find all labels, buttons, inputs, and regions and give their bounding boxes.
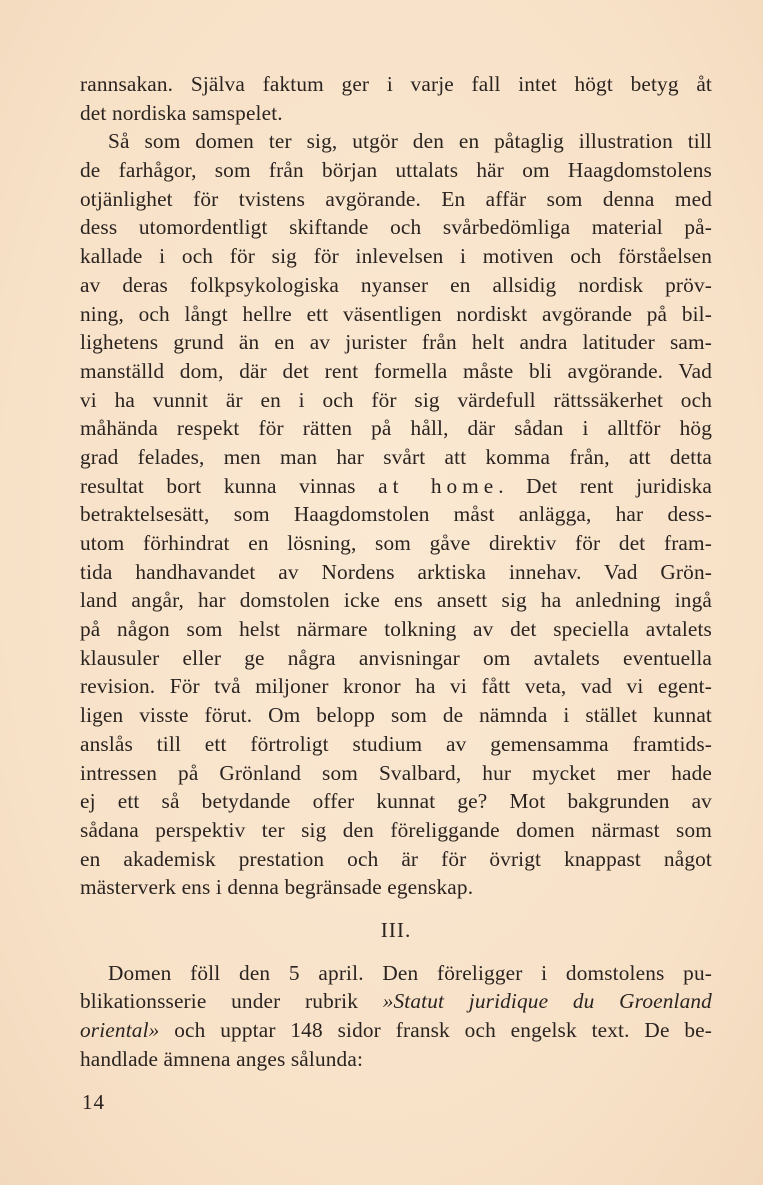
text-line: det nordiska samspelet. — [80, 100, 283, 125]
publication-title: »Statut juridique du Groenland — [382, 989, 712, 1014]
text-line: klausuler eller ge några anvisningar om avtalets eventuella — [80, 645, 712, 670]
text-line: utom förhindrat en lösning, som gåve direktiv för det fram- — [80, 531, 712, 555]
text-line: land angår, har domstolen icke ens ansett sig ha anledning ingå — [80, 588, 712, 613]
text-line: av deras folkpsykologiska nyanser en allsidig nordisk pröv- — [80, 272, 712, 297]
publication-title: oriental» — [80, 1018, 160, 1042]
text-line: handlade ämnena anges sålunda: — [80, 1046, 364, 1071]
text-line: ej ett så betydande offer kunnat ge? Mot bakgrunden av — [80, 789, 712, 814]
text-line: de farhågor, som från början uttalats här om Haagdomstolens — [80, 158, 712, 183]
text-line: mästerverk ens i denna begränsade egenskap. — [80, 875, 474, 900]
text-line: tida handhavandet av Nordens arktiska innehav. Vad Grön- — [80, 559, 712, 584]
text-line: grad felades, men man har svårt att komma från, att detta — [80, 444, 712, 469]
text-line: lighetens grund än en av jurister från helt andra latituder sam- — [80, 330, 712, 355]
page-number: 14 — [82, 1090, 105, 1114]
text-line: ligen visste förut. Om belopp som de nämnda i stället kunnat — [80, 703, 712, 728]
body-text — [80, 70, 712, 1073]
section-heading: III. — [380, 917, 412, 942]
text-line: ning, och långt hellre ett väsentligen nordiskt avgörande på bil- — [80, 301, 712, 326]
text-line: intressen på Grönland som Svalbard, hur mycket mer hade — [80, 760, 712, 785]
text-line-with-title — [80, 1016, 712, 1045]
text-segment: blikationsserie under rubrik — [80, 989, 383, 1014]
text-line: måhända respekt för rätten på håll, där sådan i alltför hög — [80, 416, 712, 441]
text-line-at-home — [80, 472, 712, 501]
text-line: dess utomordentligt skiftande och svårbedömliga material på- — [80, 215, 712, 240]
text-line-with-title — [80, 987, 712, 1016]
text-line: otjänlighet för tvistens avgörande. En affär som denna med — [80, 186, 712, 211]
text-line: på någon som helst närmare tolkning av det speciella avtalets — [80, 617, 712, 642]
text-line: en akademisk prestation och är för övrigt knappast något — [80, 846, 712, 871]
text-segment: resultat bort kunna vinnas — [80, 473, 356, 498]
text-line: kallade i och för sig för inlevelsen i motiven och förståelsen — [80, 244, 712, 269]
text-line: manställd dom, där det rent formella måste bli avgörande. Vad — [80, 358, 712, 383]
text-line: anslås till ett förtroligt studium av gemensamma framtids- — [80, 731, 712, 756]
text-line: sådana perspektiv ter sig den föreliggande domen närmast som — [80, 817, 712, 842]
text-segment: och upptar 148 sidor fransk och engelsk text. De be- — [159, 1018, 712, 1042]
paragraph-first-line: Domen föll den 5 april. Den föreligger i domstolens pu- — [108, 960, 712, 985]
text-line: betraktelsesätt, som Haagdomstolen måst anlägga, har dess- — [80, 502, 712, 527]
text-line: rannsakan. Själva faktum ger i varje fall intet högt betyg åt — [80, 72, 712, 96]
text-line: vi ha vunnit är en i och för sig värdefull rättssäkerhet och — [80, 387, 712, 412]
text-line: revision. För två miljoner kronor ha vi fått veta, vad vi egent- — [80, 674, 712, 699]
paragraph-first-line: Så som domen ter sig, utgör den en påtaglig illustration till — [108, 129, 712, 154]
text-segment: . Det rent juridiska — [498, 473, 712, 498]
spaced-emphasis: at home — [378, 473, 499, 498]
